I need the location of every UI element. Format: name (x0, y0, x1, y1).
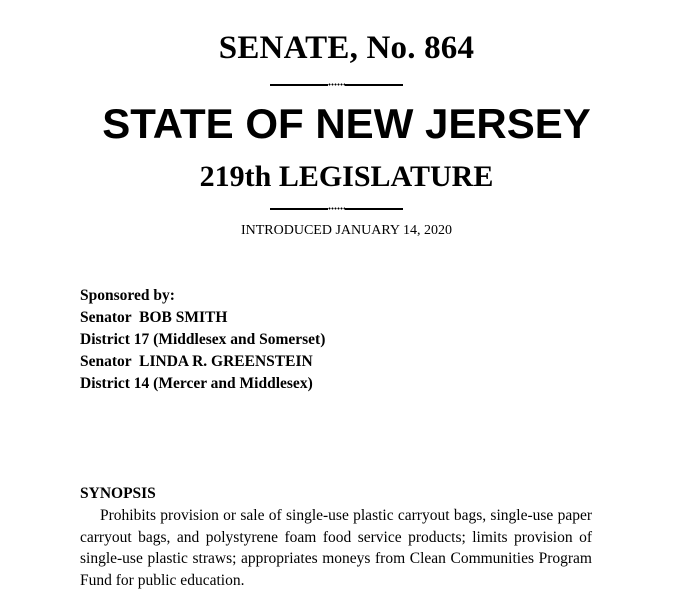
divider-ornament-top (270, 82, 403, 87)
synopsis-text: Prohibits provision or sale of single-use plastic carryout bags, single-use paper carryout bags, and polystyrene foam food service products; limits provision of single-use plastic straws; appropriates moneys from Clean Communities Program Fund for public education. (80, 507, 592, 589)
divider-dots (328, 207, 345, 210)
bill-number: SENATE, No. 864 (218, 30, 475, 66)
sponsor-line-1: Senator BOB SMITH (80, 309, 228, 326)
legislature-title: 219th LEGISLATURE (199, 160, 494, 193)
divider-line-left (270, 208, 328, 210)
state-title: STATE OF NEW JERSEY (102, 100, 591, 147)
sponsor-line-3: Senator LINDA R. GREENSTEIN (80, 353, 313, 370)
sponsor-line-4: District 14 (Mercer and Middlesex) (80, 375, 313, 392)
sponsors-block (80, 285, 325, 395)
divider-line-right (345, 208, 403, 210)
divider-line-left (270, 84, 328, 86)
divider-ornament-bottom (270, 206, 403, 211)
divider-dots (328, 83, 345, 86)
sponsor-line-2: District 17 (Middlesex and Somerset) (80, 331, 326, 348)
introduced-date: INTRODUCED JANUARY 14, 2020 (240, 223, 453, 238)
synopsis-heading: SYNOPSIS (80, 485, 156, 502)
divider-line-right (345, 84, 403, 86)
sponsors-heading: Sponsored by: (80, 287, 175, 304)
